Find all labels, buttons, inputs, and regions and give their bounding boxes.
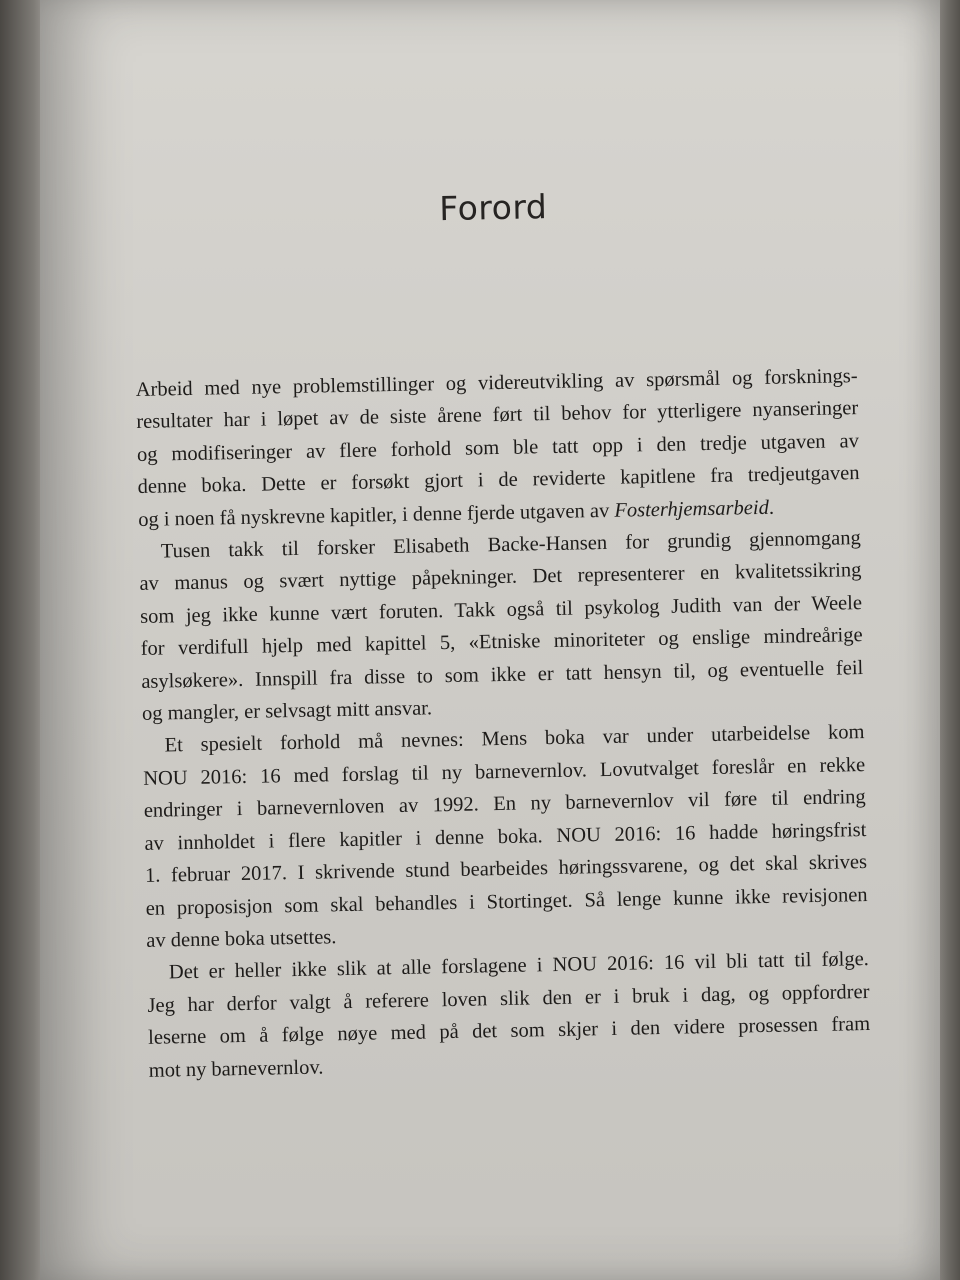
text-line: asylsøkere». Innspill fra disse to som ikke er tatt hensyn til, og eventuelle feil <box>141 656 864 693</box>
text-line: Tusen takk til forsker Elisabeth Backe-Hansen for grundig gjennomgang <box>160 527 861 563</box>
book-page <box>40 0 940 1280</box>
text-line: for verdifull hjelp med kapittel 5, «Etniske minoriteter og enslige mindreårige <box>140 624 863 661</box>
text-line: av manus og svært nyttige påpekninger. Det representerer en kvalitetssikring <box>139 559 862 596</box>
text-line: og modifiseringer av flere forhold som ble tatt opp i den tredje utgaven av <box>136 429 860 466</box>
paragraph-1 <box>135 360 860 536</box>
page-title: Forord <box>438 187 548 229</box>
text-punctuation: . <box>768 496 775 519</box>
text-line: Det er heller ikke slik at alle forslagene i NOU 2016: 16 vil bli tatt til følge. <box>168 948 870 984</box>
text-line-last: mot ny barnevernlov. <box>148 1056 324 1082</box>
text-line: av innholdet i flere kapitler i denne boka. NOU 2016: 16 hadde høringsfrist <box>144 818 867 855</box>
text-line: NOU 2016: 16 med forslag til ny barnevernlov. Lovutvalget foreslår en rekke <box>142 753 866 790</box>
text-line: som jeg ikke kunne vært foruten. Takk også til psykolog Judith van der Weele <box>139 591 863 628</box>
text-line: Arbeid med nye problemstillinger og videreutvikling av spørsmål og forsknings- <box>135 365 858 401</box>
text-line: 1. februar 2017. I skrivende stund bearbeides høringssvarene, og det skal skrives <box>144 851 868 887</box>
text-line: leserne om å følge nøye med på det som skjer i den videre prosessen fram <box>147 1013 871 1049</box>
text-line: endringer i barnevernloven av 1992. En ny barnevernlov vil føre til endring <box>143 786 866 823</box>
paragraph-2 <box>139 522 865 730</box>
paragraph-3 <box>142 717 868 958</box>
text-line: Jeg har derfor valgt å referere loven slik den er i bruk i dag, og oppfordrer <box>147 980 870 1017</box>
text-segment: og i noen få nyskrevne kapitler, i denne fjerde utgaven av <box>138 499 615 531</box>
text-line-last: og mangler, er selvsagt mitt ansvar. <box>141 697 433 725</box>
page-content <box>132 181 871 1087</box>
text-line: denne boka. Dette er forsøkt gjort i de reviderte kapitlene fra tredjeutgaven <box>137 462 860 499</box>
paragraph-4 <box>147 943 871 1086</box>
text-line: en proposisjon som skal behandles i Stortinget. Så lenge kunne ikke revisjonen <box>145 883 868 920</box>
text-line-last: av denne boka utsettes. <box>146 926 337 952</box>
book-title-italic: Fosterhjemsarbeid <box>614 496 770 522</box>
text-line: Et spesielt forhold må nevnes: Mens boka var under utarbeidelse kom <box>164 721 865 757</box>
text-line: resultater har i løpet av de siste årene ført til behov for ytterligere nyanseringer <box>136 397 859 434</box>
